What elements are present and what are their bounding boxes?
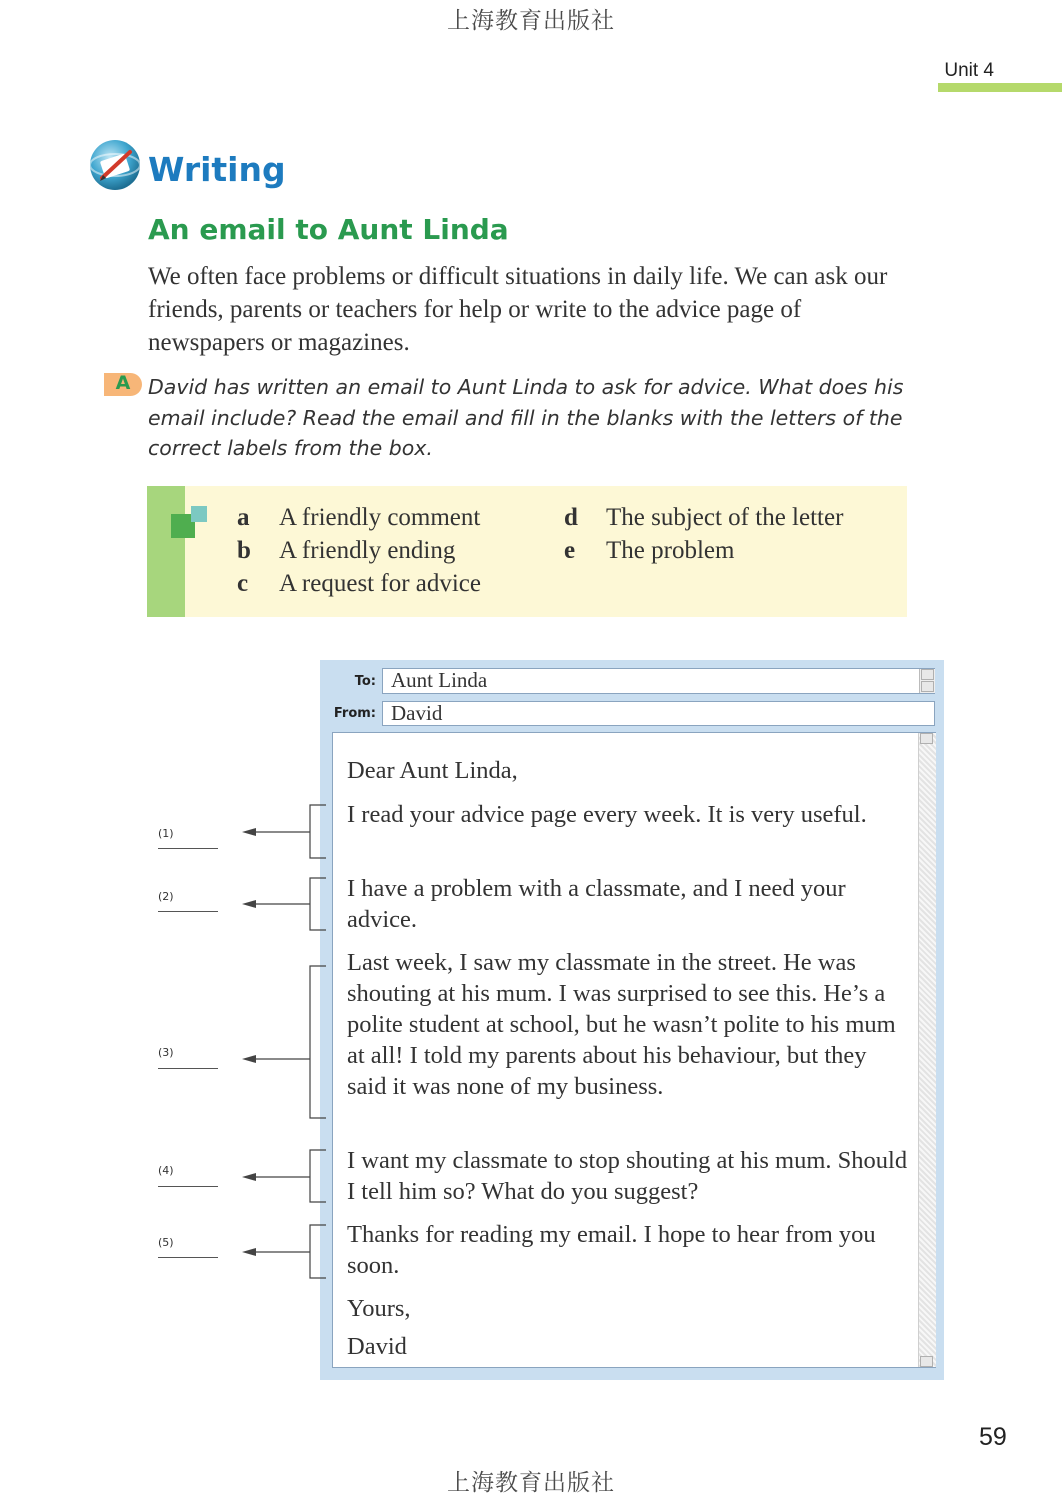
label-letter: d bbox=[564, 504, 578, 531]
label-letter: e bbox=[564, 537, 576, 564]
email-closing: Yours, bbox=[347, 1295, 411, 1322]
scroll-down-button[interactable] bbox=[920, 1356, 933, 1367]
email-paragraph: Thanks for reading my email. I hope to hear from you soon. bbox=[347, 1221, 876, 1279]
email-paragraph: I have a problem with a classmate, and I need your advice. bbox=[347, 875, 846, 933]
paragraph-brackets bbox=[230, 790, 330, 1290]
email-greeting: Dear Aunt Linda, bbox=[347, 757, 518, 784]
blank-number: (4) bbox=[158, 1164, 174, 1177]
from-label: From: bbox=[333, 706, 376, 721]
email-paragraph: I want my classmate to stop shouting at his mum. Should I tell him so? What do you suggest? bbox=[347, 1147, 908, 1205]
answer-blank[interactable] bbox=[158, 1257, 218, 1258]
task-instruction: David has written an email to Aunt Linda to ask for advice. What does his email include? Read the email and fill in the blanks with the letters of the correct labels from the box. bbox=[148, 375, 904, 460]
unit-label: Unit 4 bbox=[944, 60, 994, 81]
email-paragraph: Last week, I saw my classmate in the street. He was shouting at his mum. I was surprised to see this. He’s a polite student at school, but he wasn’t polite to his mum at all! I told my parents about his behaviour, but they said it was none of my business. bbox=[347, 949, 896, 1100]
scroll-up-button[interactable] bbox=[920, 733, 933, 744]
blank-number: (1) bbox=[158, 827, 174, 840]
unit-bar bbox=[938, 83, 1062, 92]
answer-blank[interactable] bbox=[158, 848, 218, 849]
label-letter: c bbox=[237, 570, 249, 597]
answer-blank[interactable] bbox=[158, 1186, 218, 1187]
writing-icon bbox=[88, 138, 142, 192]
blank-number: (3) bbox=[158, 1046, 174, 1059]
answer-blank[interactable] bbox=[158, 911, 218, 912]
label-text: The subject of the letter bbox=[606, 504, 844, 531]
to-field[interactable]: Aunt Linda bbox=[382, 668, 935, 694]
from-field[interactable]: David bbox=[382, 701, 935, 726]
label-letter: a bbox=[237, 504, 250, 531]
publisher-watermark-bottom: 上海教育出版社 bbox=[447, 1470, 615, 1496]
label-text: The problem bbox=[606, 537, 735, 564]
email-signature: David bbox=[347, 1333, 407, 1360]
intro-paragraph: We often face problems or difficult situations in daily life. We can ask our friends, parents or teachers for help or write to the advice page of newspapers or magazines. bbox=[148, 263, 888, 356]
lesson-title: An email to Aunt Linda bbox=[148, 213, 509, 246]
email-paragraph: I read your advice page every week. It is very useful. bbox=[347, 801, 867, 828]
label-text: A friendly ending bbox=[279, 537, 456, 564]
page-number: 59 bbox=[979, 1423, 1007, 1451]
label-text: A request for advice bbox=[279, 570, 482, 597]
blank-number: (5) bbox=[158, 1236, 174, 1249]
label-box-decoration bbox=[171, 506, 209, 544]
label-text: A friendly comment bbox=[279, 504, 481, 531]
section-title: Writing bbox=[148, 150, 286, 189]
blank-number: (2) bbox=[158, 890, 174, 903]
answer-blank[interactable] bbox=[158, 1068, 218, 1069]
task-badge-letter: A bbox=[115, 372, 131, 394]
to-label: To: bbox=[354, 674, 376, 689]
to-field-scroll[interactable] bbox=[919, 669, 935, 693]
email-scrollbar[interactable] bbox=[918, 733, 936, 1367]
label-letter: b bbox=[237, 537, 251, 564]
publisher-watermark-top: 上海教育出版社 bbox=[447, 8, 615, 34]
